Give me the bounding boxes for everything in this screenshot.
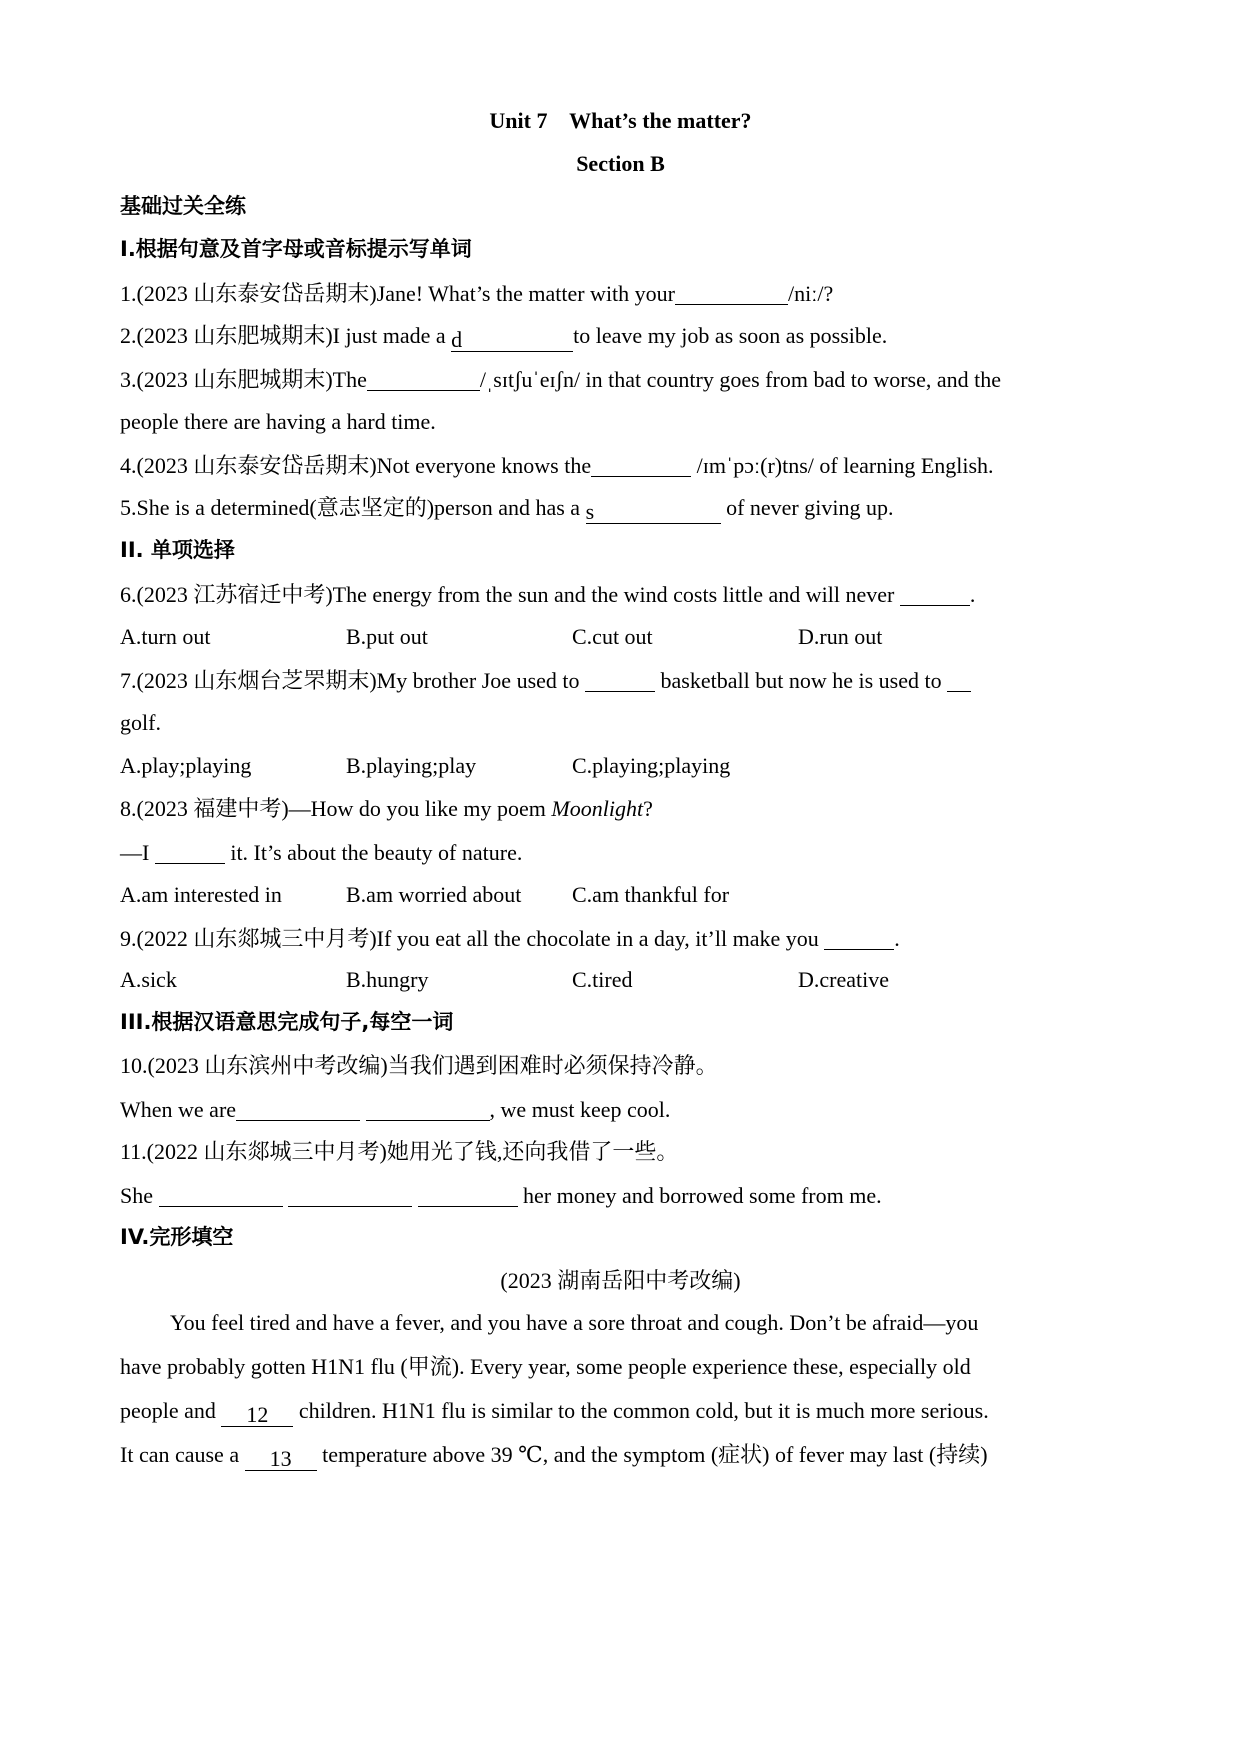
- q1-text: 1.(2023 山东泰安岱岳期末)Jane! What’s the matter with your: [120, 281, 675, 306]
- q2-initial-letter: d: [451, 327, 463, 352]
- question-8: [120, 798, 653, 820]
- q7-text: 7.(2023 山东烟台芝罘期末)My brother Joe used to: [120, 668, 580, 693]
- section-3-heading: III.根据汉语意思完成句子,每空一词: [120, 1010, 454, 1034]
- q9-option-b[interactable]: B.hungry: [346, 967, 429, 992]
- cloze-line-4-start: It can cause a: [120, 1442, 245, 1467]
- q9-period: .: [894, 926, 900, 951]
- q7-options: [120, 755, 798, 777]
- question-3-continued: people there are having a hard time.: [120, 409, 436, 434]
- q8-option-c[interactable]: C.am thankful for: [572, 882, 730, 907]
- page-subtitle: Section B: [576, 151, 665, 176]
- q2-blank[interactable]: [451, 329, 573, 352]
- q6-option-b[interactable]: B.put out: [346, 624, 428, 649]
- q8-option-b[interactable]: B.am worried about: [346, 882, 522, 907]
- q6-period: .: [969, 582, 976, 607]
- question-2: [120, 325, 887, 352]
- section-1-heading: I.根据句意及首字母或音标提示写单词: [120, 237, 472, 261]
- q8-reply-start: —I: [120, 840, 150, 865]
- q6-options: [120, 626, 1024, 648]
- cloze-blank-12-number: 12: [246, 1402, 269, 1427]
- q7-option-a[interactable]: A.play;playing: [120, 753, 252, 778]
- page-title: Unit 7 What’s the matter?: [489, 108, 752, 133]
- q10-blank-1[interactable]: [236, 1098, 360, 1121]
- cloze-blank-13-number: 13: [269, 1446, 292, 1471]
- q1-phonetic: /niː/?: [788, 281, 834, 306]
- cloze-line-4-end: temperature above 39 ℃, and the symptom (症状) of fever may last (持续): [316, 1442, 988, 1467]
- question-7-continued: golf.: [120, 710, 161, 735]
- q7-option-c[interactable]: C.playing;playing: [572, 753, 731, 778]
- q4-text: 4.(2023 山东泰安岱岳期末)Not everyone knows the: [120, 453, 592, 478]
- cloze-line-3-end: children. H1N1 flu is similar to the common cold, but it is much more serious.: [293, 1398, 989, 1423]
- q3-blank[interactable]: [367, 368, 480, 391]
- question-11: 11.(2022 山东郯城三中月考)她用光了钱,还向我借了一些。: [120, 1139, 679, 1164]
- q5-text-end: of never giving up.: [720, 495, 894, 520]
- q2-text: 2.(2023 山东肥城期末)I just made a: [120, 323, 452, 348]
- q9-option-d[interactable]: D.creative: [798, 967, 889, 992]
- q4-blank[interactable]: [591, 454, 691, 477]
- section-4-heading: IV.完形填空: [120, 1225, 234, 1249]
- q11-blank-3[interactable]: [418, 1184, 518, 1207]
- q3-text: 3.(2023 山东肥城期末)The: [120, 367, 367, 392]
- question-6: [120, 583, 975, 606]
- question-7: [120, 669, 971, 692]
- cloze-source: (2023 湖南岳阳中考改编): [500, 1268, 741, 1293]
- cloze-blank-12[interactable]: [221, 1404, 293, 1427]
- q7-blank-1[interactable]: [585, 669, 655, 692]
- question-5: [120, 497, 893, 524]
- q9-blank[interactable]: [824, 927, 894, 950]
- q6-option-c[interactable]: C.cut out: [572, 624, 653, 649]
- q6-blank[interactable]: [900, 583, 970, 606]
- cloze-blank-13[interactable]: [245, 1448, 317, 1471]
- question-4: [120, 454, 994, 477]
- question-9: [120, 927, 900, 950]
- q1-blank[interactable]: [675, 282, 788, 305]
- q8-reply-end: it. It’s about the beauty of nature.: [224, 840, 523, 865]
- q10-blank-2[interactable]: [366, 1098, 490, 1121]
- q9-text: 9.(2022 山东郯城三中月考)If you eat all the chocolate in a day, it’ll make you: [120, 926, 819, 951]
- question-8-reply: [120, 841, 522, 864]
- question-3: [120, 368, 1001, 391]
- part-heading: 基础过关全练: [120, 194, 246, 218]
- question-10-answer-line: [120, 1098, 670, 1121]
- q9-option-c[interactable]: C.tired: [572, 967, 633, 992]
- q5-text: 5.She is a determined(意志坚定的)person and has a: [120, 495, 586, 520]
- q10-en-end: , we must keep cool.: [489, 1097, 671, 1122]
- q11-en-start: She: [120, 1183, 153, 1208]
- question-10: 10.(2023 山东滨州中考改编)当我们遇到困难时必须保持冷静。: [120, 1053, 718, 1078]
- q9-option-a[interactable]: A.sick: [120, 967, 177, 992]
- q9-options: [120, 969, 1024, 991]
- q6-option-a[interactable]: A.turn out: [120, 624, 211, 649]
- q7-option-b[interactable]: B.playing;play: [346, 753, 477, 778]
- q3-phonetic: /ˌsɪtʃuˈeɪʃn/ in that country goes from bad to worse, and the: [479, 367, 1002, 392]
- cloze-line-1: You feel tired and have a fever, and you have a sore throat and cough. Don’t be afraid—you: [170, 1310, 979, 1335]
- q8-text: 8.(2023 福建中考)—How do you like my poem: [120, 796, 552, 821]
- q10-en-start: When we are: [120, 1097, 237, 1122]
- cloze-line-3: [120, 1400, 1125, 1427]
- q8-poem-title: Moonlight: [551, 796, 644, 821]
- q6-option-d[interactable]: D.run out: [798, 624, 883, 649]
- q5-initial-letter: s: [585, 499, 595, 524]
- q6-text: 6.(2023 江苏宿迁中考)The energy from the sun and the wind costs little and will never: [120, 582, 895, 607]
- cloze-line-3-start: people and: [120, 1398, 222, 1423]
- q8-blank[interactable]: [155, 841, 225, 864]
- q11-blank-2[interactable]: [288, 1184, 412, 1207]
- section-2-heading: II. 单项选择: [120, 538, 235, 562]
- q8-option-a[interactable]: A.am interested in: [120, 882, 282, 907]
- q7-blank-2[interactable]: [947, 669, 971, 692]
- q11-blank-1[interactable]: [159, 1184, 283, 1207]
- q7-text-mid: basketball but now he is used to: [655, 668, 942, 693]
- q2-text-end: to leave my job as soon as possible.: [573, 323, 888, 348]
- question-1: [120, 282, 833, 305]
- cloze-line-2: have probably gotten H1N1 flu (甲流). Every year, some people experience these, especially old: [120, 1354, 971, 1379]
- q5-blank[interactable]: [586, 501, 721, 524]
- q4-phonetic: /ɪmˈpɔː(r)tns/ of learning English.: [691, 453, 994, 478]
- question-11-answer-line: [120, 1184, 882, 1207]
- q8-options: [120, 884, 798, 906]
- cloze-line-4: [120, 1444, 1125, 1471]
- q8-question-mark: ?: [643, 796, 653, 821]
- q11-en-end: her money and borrowed some from me.: [517, 1183, 882, 1208]
